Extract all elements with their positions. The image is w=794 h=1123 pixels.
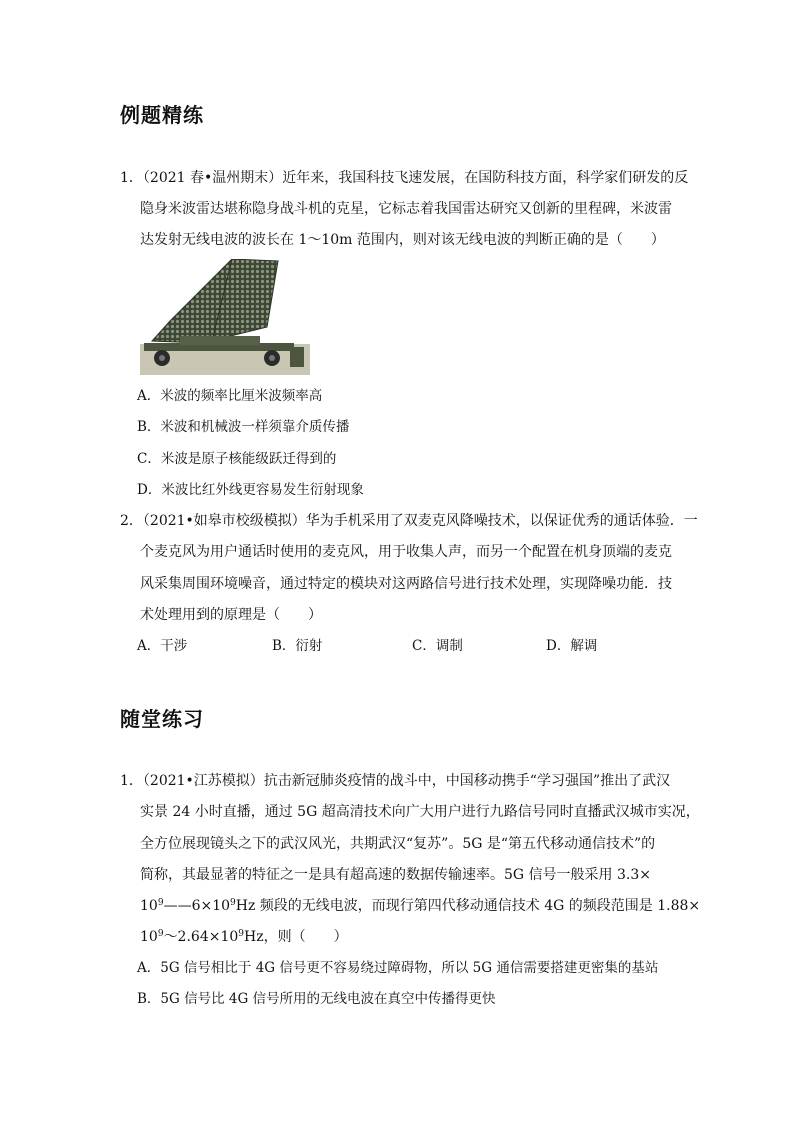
q1-option-c: C．米波是原子核能级跃迁得到的 (137, 451, 337, 467)
p1-line (140, 896, 700, 916)
q2-option-c: C．调制 (412, 638, 463, 654)
text-run: 10 (140, 898, 158, 914)
text-run: Hz 频段的无线电波，而现行第四代移动通信技术 4G 的频段范围是 1.88× (235, 898, 701, 914)
p1-line (140, 927, 348, 947)
q1-line: 达发射无线电波的波长在 1～10m 范围内，则对该无线电波的判断正确的是（ ） (140, 232, 665, 248)
p1-option-a: A．5G 信号相比于 4G 信号更不容易绕过障碍物，所以 5G 通信需要搭建更密集的基站 (137, 960, 659, 976)
radar-image (140, 259, 310, 375)
q2-line: 个麦克风为用户通话时使用的麦克风，用于收集人声，而另一个配置在机身顶端的麦克 (140, 544, 672, 560)
superscript: 9 (230, 898, 236, 908)
text-run: ～2.64×10 (163, 929, 239, 945)
superscript: 9 (157, 929, 164, 939)
text-run: 10 (140, 929, 158, 945)
superscript: 9 (238, 929, 245, 939)
p1-line: 1．（2021•江苏模拟）抗击新冠肺炎疫情的战斗中，中国移动携手“学习强国”推出了武汉 (120, 773, 671, 789)
q2-option-d: D．解调 (546, 638, 598, 654)
q2-line: 2．（2021•如皋市校级模拟）华为手机采用了双麦克风降噪技术，以保证优秀的通话体验．一 (120, 513, 698, 529)
p1-option-b: B．5G 信号比 4G 信号所用的无线电波在真空中传播得更快 (137, 991, 496, 1007)
q1-option-d: D．米波比红外线更容易发生衍射现象 (137, 482, 364, 498)
q2-line: 风采集周围环境噪音，通过特定的模块对这两路信号进行技术处理，实现降噪功能．技 (140, 576, 672, 592)
q2-option-a: A．干涉 (137, 638, 188, 654)
p1-line: 实景 24 小时直播，通过 5G 超高清技术向广大用户进行九路信号同时直播武汉城市实况， (140, 804, 700, 820)
section-title-examples: 例题精练 (120, 103, 204, 127)
q2-option-b: B．衍射 (272, 638, 323, 654)
p1-line: 全方位展现镜头之下的武汉风光，共期武汉“复苏”。5G 是“第五代移动通信技术”的 (140, 836, 656, 852)
q1-option-a: A．米波的频率比厘米波频率高 (137, 388, 323, 404)
section-title-practice: 随堂练习 (120, 707, 204, 731)
p1-line: 简称，其最显著的特征之一是具有超高速的数据传输速率。5G 信号一般采用 3.3× (140, 867, 651, 883)
q1-line: 1．（2021 春•温州期末）近年来，我国科技飞速发展，在国防科技方面，科学家们研发的反 (120, 170, 689, 186)
q1-line: 隐身米波雷达堪称隐身战斗机的克星，它标志着我国雷达研究又创新的里程碑，米波雷 (140, 201, 672, 217)
text-run: Hz，则（ ） (244, 929, 348, 945)
superscript: 9 (157, 898, 164, 908)
q2-line: 术处理用到的原理是（ ） (140, 607, 322, 623)
text-run: ——6×10 (163, 898, 231, 914)
q1-option-b: B．米波和机械波一样须靠介质传播 (137, 419, 350, 435)
